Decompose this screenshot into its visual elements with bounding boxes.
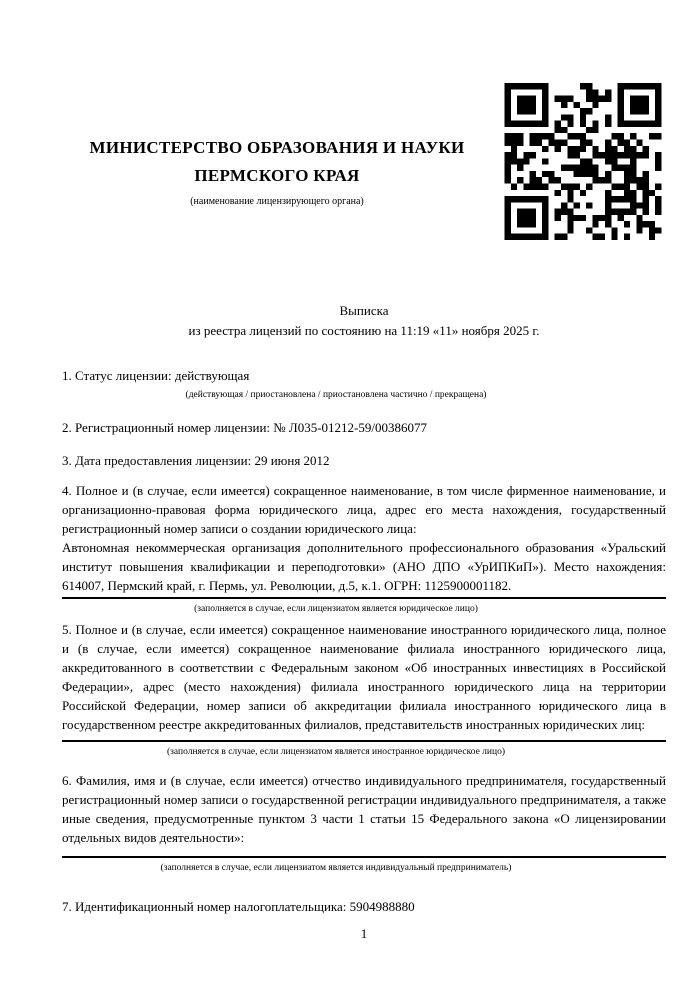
fill-in-line — [62, 740, 666, 742]
item-taxpayer-number — [62, 897, 666, 916]
item-individual-entrepreneur — [62, 771, 666, 874]
issuing-authority-line2: ПЕРМСКОГО КРАЯ — [194, 166, 360, 185]
fill-in-line — [62, 597, 666, 599]
legal-entity-question: 4. Полное и (в случае, если имеется) сокращенное наименование, в том числе фирменное наименование, и организационно-правовая форма юридического лица, адрес его места нахождения, государственный регистрационный номер записи о создании юридического лица: — [62, 483, 666, 536]
issuing-authority-caption: (наименование лицензирующего органа) — [190, 196, 364, 207]
individual-entrepreneur-caption: (заполняется в случае, если лицензиатом является индивидуальный предприниматель) — [160, 863, 512, 873]
item-legal-entity — [62, 481, 666, 615]
page-number: 1 — [360, 926, 368, 941]
license-status-options-caption: (действующая / приостановлена / приостановлена частично / прекращена) — [185, 390, 487, 400]
qr-code-icon — [503, 83, 663, 240]
item-license-status — [62, 366, 666, 401]
document-title-line2: из реестра лицензий по состоянию на 11:19 «11» ноября 2025 г. — [188, 323, 540, 338]
item-foreign-legal-entity — [62, 620, 666, 758]
issuing-authority-name — [62, 134, 492, 190]
document-header — [62, 134, 492, 208]
document-title — [62, 301, 666, 341]
legal-entity-caption: (заполняется в случае, если лицензиатом является юридическое лицо) — [194, 604, 478, 614]
registration-number-text: 2. Регистрационный номер лицензии: № Л035-01212-59/00386077 — [62, 420, 428, 435]
foreign-legal-entity-caption: (заполняется в случае, если лицензиатом является иностранное юридическое лицо) — [167, 747, 505, 757]
document-title-line1: Выписка — [339, 303, 389, 318]
foreign-legal-entity-question: 5. Полное и (в случае, если имеется) сокращенное наименование иностранного юридического лица, полное и (в случае, если имеется) сокращенное наименование филиала иностранного юридического лица, аккредитованного в соответствии с Федеральным законом «Об иностранных инвестициях в Российской Федерации», адрес (место нахождения) филиала иностранного юридического лица на территории Российской Федерации, номер записи об аккредитации филиала иностранного юридического лица в государственном реестре аккредитованных филиалов, представительств иностранных юридических лиц: — [62, 622, 666, 732]
individual-entrepreneur-question: 6. Фамилия, имя и (в случае, если имеется) отчество индивидуального предпринимателя, государственный регистрационный номер записи о государственной регистрации индивидуального предпринимателя, а также иные сведения, предусмотренные пунктом 3 части 1 статьи 15 Федерального закона «О лицензировании отдельных видов деятельности»: — [62, 773, 666, 845]
issuing-authority-line1: МИНИСТЕРСТВО ОБРАЗОВАНИЯ И НАУКИ — [89, 138, 465, 157]
item-license-grant-date — [62, 451, 666, 470]
taxpayer-number-text: 7. Идентификационный номер налогоплательщика: 5904988880 — [62, 899, 415, 914]
legal-entity-answer: Автономная некоммерческая организация дополнительного профессионального образования «Уральский институт повышения квалификации и переподготовки» (АНО ДПО «УрИПКиП»). Место нахождения: 614007, Пермский край, г. Пермь, ул. Революции, д.5, к.1. ОГРН: 1125900001182. — [62, 540, 666, 593]
license-grant-date-text: 3. Дата предоставления лицензии: 29 июня 2012 — [62, 453, 330, 468]
item-registration-number — [62, 418, 666, 437]
license-status-text: 1. Статус лицензии: действующая — [62, 368, 250, 383]
fill-in-line — [62, 856, 666, 858]
